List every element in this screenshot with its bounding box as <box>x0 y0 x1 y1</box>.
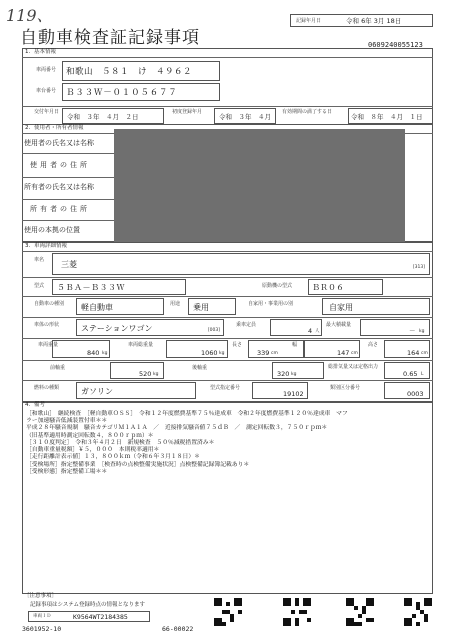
max-load-unit: kg <box>419 329 425 334</box>
fuel-label: 燃料の種類 <box>34 385 60 391</box>
width-value: 147 <box>337 349 350 357</box>
user-address-label: 使用者の住所 <box>30 161 90 169</box>
weight-label: 車両重量 <box>38 342 59 348</box>
record-date-label: 記録年月日 <box>296 18 322 24</box>
qr-code-4 <box>404 598 432 626</box>
private-label: 自家用・事業用の別 <box>248 301 294 307</box>
fuel-value: ガソリン <box>81 387 113 396</box>
remark-line: ［受検形態］指定整備工場＊＊ <box>26 468 108 475</box>
model-value: ５ＢＡ－Ｂ３３Ｗ <box>57 283 125 292</box>
remark-line: ［和歌山］ 継続検査 ［軽自動車ＯＳＳ］ 令和１２年度燃費基準７５％達成車 令和２年度燃費基準１２０％達成車 マフ <box>26 411 348 417</box>
expiry-label: 有効期間の満了する日 <box>282 109 333 115</box>
height-label: 高さ <box>368 342 379 348</box>
section-remarks-header: 4．備考 <box>25 402 45 408</box>
expiry-box <box>348 108 433 124</box>
remark-line: ［受検場所］指定整備事業 ［検査時の点検整備実施状況］点検整備記録簿記載あり＊ <box>26 461 250 468</box>
vin-value: Ｂ３３Ｗ－０１０５６７７ <box>66 88 178 98</box>
fuel-box <box>76 382 196 399</box>
vehicle-id-box <box>28 611 150 622</box>
car-name-box <box>52 253 430 275</box>
first-registration-label: 初度登録年月 <box>172 109 203 115</box>
page-title: 自動車検査証記録事項 <box>20 28 200 48</box>
reg-number-value: 和歌山 ５８１ け ４９６２ <box>66 67 193 77</box>
kind-label: 自動車の種別 <box>34 301 65 307</box>
capacity-box <box>270 319 322 336</box>
class-number-label: 類別区分番号 <box>330 385 361 391</box>
front-axle-box <box>110 362 164 379</box>
gross-weight-box <box>166 340 228 358</box>
use-value: 乗用 <box>193 303 209 312</box>
model-label: 型式 <box>34 283 45 289</box>
class-number-value: 0003 <box>407 390 424 398</box>
model-box <box>52 279 186 295</box>
height-unit: cm <box>421 351 428 356</box>
kind-box <box>76 298 164 315</box>
remark-line: ［自動車重量税額］￥５，０００ 本則税率適用＊ <box>26 447 160 454</box>
footer-code-left: 3601952-10 <box>22 625 62 633</box>
weight-box <box>52 340 110 358</box>
rear-axle-unit: kg <box>291 372 297 377</box>
notice-title: ［注意事項］ <box>24 593 58 599</box>
remark-line: ［３１０度判定］ 令和３年４月２日 新規検査 ５０％減税措置済み＊ <box>26 439 215 446</box>
remark-line: （旧基準適用時測定回転数４，８００ｒｐｍ）＊ <box>26 432 154 439</box>
rear-axle-label: 後軸重 <box>192 365 208 371</box>
gross-weight-value: 1060 <box>201 349 218 357</box>
length-label: 長さ <box>232 342 243 348</box>
body-box <box>76 319 224 336</box>
type-number-value: 19102 <box>283 390 304 398</box>
body-value: ステーションワゴン <box>81 324 153 333</box>
document-number: 0609240055123 <box>368 41 423 49</box>
footer-code-mid: 66-00022 <box>162 625 194 633</box>
qr-code-1 <box>214 598 242 626</box>
front-axle-value: 520 <box>139 370 152 378</box>
expiry-value: 令和 ８年 ４月 １日 <box>351 113 423 121</box>
private-box <box>322 298 430 315</box>
vehicle-id-label: 車両ＩＤ <box>33 614 51 619</box>
reg-number-label: 車両番号 <box>36 67 57 73</box>
length-unit: cm <box>271 351 278 356</box>
capacity-label: 乗車定員 <box>236 322 257 328</box>
displacement-unit: L <box>421 372 424 377</box>
record-date-box <box>290 14 433 27</box>
engine-box <box>308 279 383 295</box>
owner-address-label: 所有者の住所 <box>30 205 90 213</box>
front-axle-unit: kg <box>153 372 159 377</box>
record-date-value: 令和 6年 3月 18日 <box>346 17 402 25</box>
car-name-value: 三菱 <box>61 260 77 269</box>
rear-axle-value: 320 <box>277 370 290 378</box>
handwritten-note: 119、 <box>6 6 53 25</box>
car-name-code: [313] <box>412 265 425 270</box>
qr-code-2 <box>283 598 311 626</box>
user-name-label: 使用者の氏名又は名称 <box>24 139 94 147</box>
front-axle-label: 前軸重 <box>50 365 66 371</box>
use-label: 用途 <box>170 301 181 307</box>
rear-axle-box <box>272 362 324 379</box>
width-box <box>304 340 360 358</box>
issue-date-label: 交付年月日 <box>34 109 60 115</box>
vehicle-id-value: K9564WT2184385 <box>73 613 128 621</box>
redaction-block <box>114 129 405 242</box>
use-box <box>188 298 236 315</box>
displacement-value: 0.65 <box>403 370 418 378</box>
base-location-label: 使用の本拠の位置 <box>24 226 80 234</box>
gross-weight-unit: kg <box>219 351 225 356</box>
width-unit: cm <box>351 351 358 356</box>
kind-value: 軽自動車 <box>81 303 113 312</box>
vin-label: 車台番号 <box>36 88 57 94</box>
vin-box <box>62 83 220 101</box>
section-basic-header: 1．基本情報 <box>25 49 56 55</box>
issue-date-box <box>62 108 164 124</box>
max-load-label: 最大積載量 <box>326 322 352 328</box>
max-load-box <box>360 319 430 336</box>
type-number-label: 型式指定番号 <box>210 385 241 391</box>
capacity-unit: 人 <box>315 329 320 334</box>
engine-value: ＢＲ０６ <box>312 283 344 292</box>
remark-line: 平成２８年騒音規制 騒音カテゴリＭ１Ａ１Ａ ／ 近接排気騒音値７５ｄＢ ／ 測定回転数３，７５０ｒｐｍ＊ <box>26 425 328 432</box>
issue-date-value: 令和 ３年 ４月 ２日 <box>67 113 139 121</box>
length-value: 339 <box>257 349 270 357</box>
first-registration-value: 令和 ３年 ４月 <box>219 113 271 121</box>
weight-value: 840 <box>87 349 100 357</box>
displacement-label: 総排気量又は定格出力 <box>328 364 379 370</box>
owner-name-label: 所有者の氏名又は名称 <box>24 183 94 191</box>
private-value: 自家用 <box>329 303 353 312</box>
height-value: 164 <box>407 349 420 357</box>
weight-unit: kg <box>102 351 108 356</box>
displacement-box <box>384 362 430 379</box>
car-name-label: 車名 <box>34 257 45 263</box>
qr-code-3 <box>346 598 374 626</box>
first-registration-box <box>214 108 276 124</box>
capacity-value: 4 <box>308 327 313 335</box>
gross-weight-label: 車両総重量 <box>128 342 154 348</box>
width-label: 幅 <box>292 342 298 348</box>
max-load-value: － <box>409 327 416 335</box>
remark-line: ラー加速騒音低減装置付車＊＊ <box>26 418 108 425</box>
section-owner-header: 2．使用者・所有者情報 <box>25 125 84 131</box>
engine-label: 原動機の型式 <box>262 283 293 289</box>
type-number-box <box>252 382 308 399</box>
height-box <box>384 340 430 358</box>
class-number-box <box>384 382 430 399</box>
section-vehicle-header: 3．車両詳細情報 <box>25 243 67 249</box>
remark-line: ［走行距離計表示値］１３，８００ｋｍ（令和６年３月１８日）＊ <box>26 454 200 461</box>
remarks-list <box>26 411 430 476</box>
notice-text: 記録事項はシステム登録時点の情報となります <box>30 602 145 608</box>
body-code: [003] <box>207 328 220 333</box>
body-label: 車体の形状 <box>34 322 60 328</box>
reg-number-box <box>62 61 220 81</box>
